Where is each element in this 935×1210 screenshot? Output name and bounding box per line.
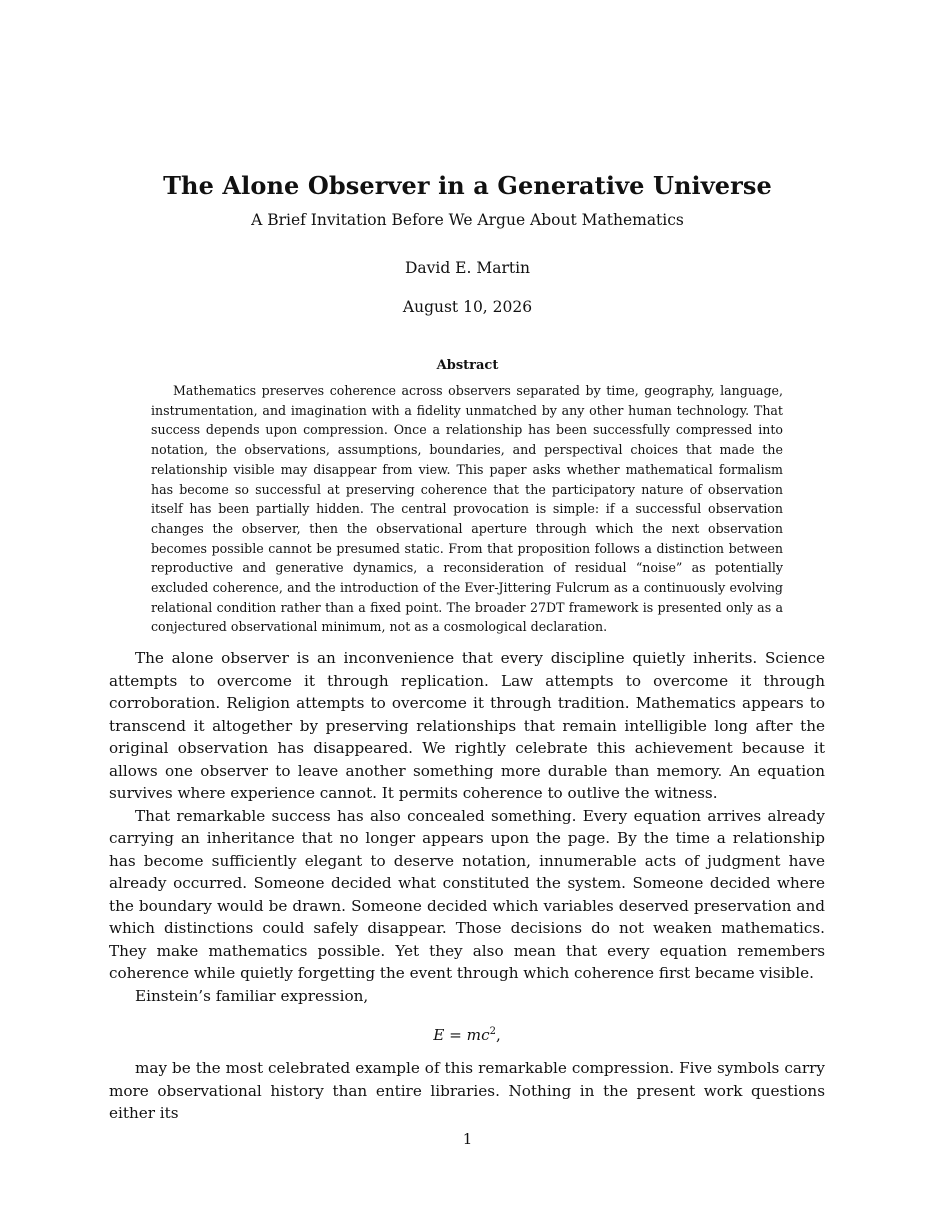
equation-rhs: mc xyxy=(466,1026,490,1044)
abstract-body: Mathematics preserves coherence across observers separated by time, geography, language, instrumentation, and imagination with a fidelity unmatched by any other human technology. That success depends upon compression. Once a relationship has been successfully compressed into notation, the observations, assumptions, boundaries, and perspectival choices that made the relationship visible may disappear from view. This paper asks whether mathematical formalism has become so successful at preserving coherence that the participatory nature of observation itself has been partially hidden. The central provocation is simple: if a successful observation changes the observer, then the observational aperture through which the next observation becomes possible cannot be presumed static. From that proposition follows a distinction between reproductive and generative dynamics, a reconsideration of residual “noise” as potentially excluded coherence, and the introduction of the Ever-Jittering Fulcrum as a continuously evolving relational condition rather than a fixed point. The broader 27DT framework is presented only as a conjectured observational minimum, not as a cosmological declaration. xyxy=(151,383,783,635)
author-name: David E. Martin xyxy=(404,259,531,277)
equation-mass-energy xyxy=(109,1021,825,1043)
abstract-heading: Abstract xyxy=(436,358,499,373)
equation-equals: = xyxy=(444,1026,467,1044)
body-paragraph-4: may be the most celebrated example of this remarkable compression. Five symbols carry more observational history than entire libraries. Nothing in the present work questions either its xyxy=(109,1059,825,1122)
equation-lhs: E xyxy=(433,1026,445,1044)
publication-date: August 10, 2026 xyxy=(402,298,533,316)
paper-title: The Alone Observer in a Generative Universe xyxy=(163,171,772,200)
body-paragraph-3: Einstein’s familiar expression, xyxy=(135,986,369,1005)
body-text xyxy=(109,647,825,1125)
page-number: 1 xyxy=(462,1130,473,1148)
equation-trail: , xyxy=(495,1026,501,1044)
paper-subtitle: A Brief Invitation Before We Argue About Mathematics xyxy=(251,211,684,229)
body-paragraph-2: That remarkable success has also concealed something. Every equation arrives already carrying an inheritance that no longer appears upon the page. By the time a relationship has become sufficiently elegant to deserve notation, innumerable acts of judgment have already occurred. Someone decided what constituted the system. Someone decided where the boundary would be drawn. Someone decided which variables deserved preservation and which distinctions could safely disappear. Those decisions do not weaken mathematics. They make mathematics possible. Yet they also mean that every equation remembers coherence while quietly forgetting the event through which coherence first became visible. xyxy=(109,806,825,982)
body-paragraph-1: The alone observer is an inconvenience that every discipline quietly inherits. Science attempts to overcome it through replication. Law attempts to overcome it through corroboration. Religion attempts to overcome it through tradition. Mathematics appears to transcend it altogether by preserving relationships that remain intelligible long after the original observation has disappeared. We rightly celebrate this achievement because it allows one observer to leave another something more durable than memory. An equation survives where experience cannot. It permits coherence to outlive the witness. xyxy=(109,649,825,802)
equation-exponent: 2 xyxy=(489,1026,496,1037)
